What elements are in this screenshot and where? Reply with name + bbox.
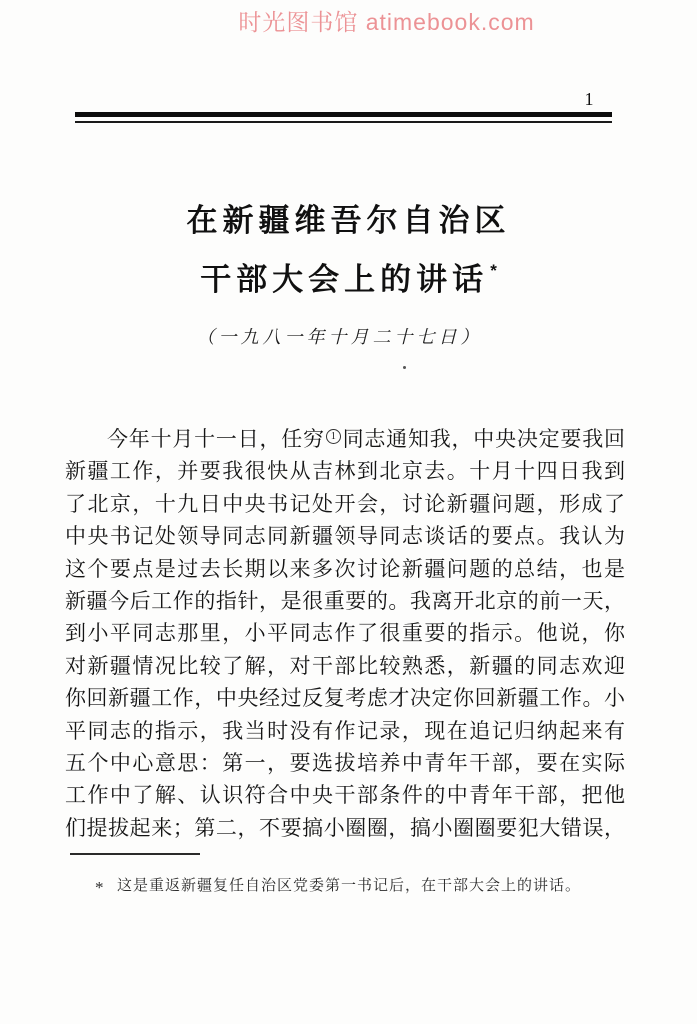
date-line: （一九八一年十月二十七日） <box>196 327 483 347</box>
title-line-1: 在新疆维吾尔自治区 <box>186 203 511 238</box>
body-line: 今年十月十一日，任穷 1 同志通知我，中央决定要我回 <box>107 427 626 451</box>
body-line: 对新疆情况比较了解，对干部比较熟悉，新疆的同志欢迎 <box>65 653 625 678</box>
body-line: 们提拔起来；第二，不要搞小圈圈，搞小圈圈要犯大错误， <box>65 815 625 840</box>
body-line: 了北京，十九日中央书记处开会，讨论新疆问题，形成了 <box>65 491 625 516</box>
page-number: 1 <box>584 89 594 109</box>
footnote-text: 这是重返新疆复任自治区党委第一书记后，在干部大会上的讲话。 <box>117 878 582 894</box>
body-line: 五个中心意思：第一，要选拔培养中青年干部，要在实际 <box>65 750 625 775</box>
circled-footnote-ref: 1 <box>326 429 341 444</box>
footnote-marker: * <box>95 878 105 897</box>
body-line: 工作中了解、认识符合中央干部条件的中青年干部，把他 <box>65 783 625 808</box>
header-rule-thin <box>75 121 612 123</box>
title-footnote-asterisk: * <box>490 261 497 280</box>
document-title <box>0 196 697 305</box>
header-rule-thick <box>75 112 612 117</box>
body-line: 新疆工作，并要我很快从吉林到北京去。十月十四日我到 <box>65 459 625 484</box>
body-line: 这个要点是过去长期以来多次讨论新疆问题的总结，也是 <box>65 556 625 581</box>
footnote <box>65 875 621 899</box>
body-line: 到小平同志那里，小平同志作了很重要的指示。他说，你 <box>65 621 625 646</box>
watermark-text: 时光图书馆 atimebook.com <box>238 9 535 35</box>
footnote-separator-rule <box>70 853 200 855</box>
body-line: 新疆今后工作的指针，是很重要的。我离开北京的前一天， <box>65 588 625 613</box>
stray-ink-dot <box>403 366 406 369</box>
speech-body <box>65 423 625 844</box>
title-line-2: 干部大会上的讲话 * <box>200 261 497 297</box>
body-line: 中央书记处领导同志同新疆领导同志谈话的要点。我认为 <box>65 524 625 549</box>
body-line: 平同志的指示，我当时没有作记录，现在追记归纳起来有 <box>65 718 625 743</box>
body-line: 你回新疆工作，中央经过反复考虑才决定你回新疆工作。小 <box>65 686 625 711</box>
